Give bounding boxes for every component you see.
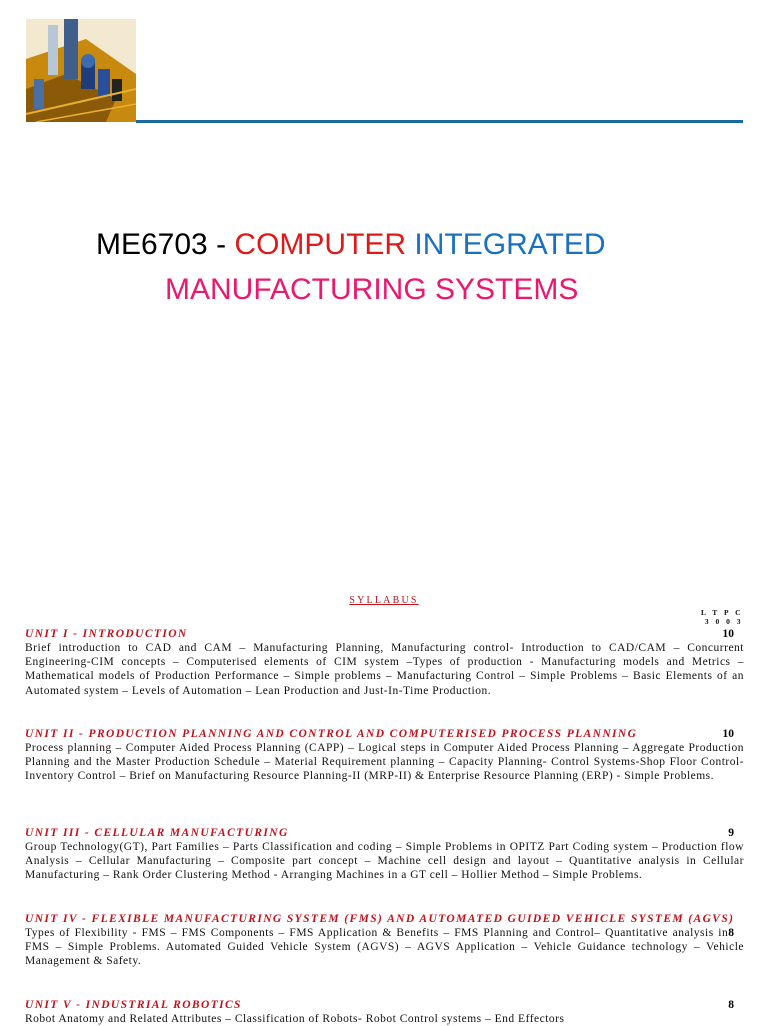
course-code: ME6703 - <box>96 228 235 261</box>
unit-5 <box>25 998 744 1026</box>
ltpc-values: 3 0 0 3 <box>704 617 743 626</box>
header-logo-image <box>26 19 136 122</box>
unit-hours: 8 <box>728 999 734 1011</box>
title-word-computer: COMPUTER <box>234 228 407 261</box>
unit-4 <box>25 912 744 969</box>
unit-heading: 10 UNIT I - INTRODUCTION <box>25 628 734 640</box>
title-word-integrated: INTEGRATED <box>414 228 606 261</box>
unit-hours: 9 <box>728 827 734 839</box>
unit-1 <box>25 627 744 698</box>
unit-body: Brief introduction to CAD and CAM – Manufacturing Planning, Manufacturing control- Introduction to CAD/CAM – Concurrent Engineering-CIM concepts – Computerised elements of CIM system –Types of production - Manufacturing models and Metrics – Mathematical models of Production Performance – Simple problems – Manufacturing Control – Simple Problems – Basic Elements of an Automated system – Levels of Automation – Lean Production and Just-In-Time Production. <box>25 642 744 697</box>
course-title-line2: MANUFACTURING SYSTEMS <box>165 273 579 306</box>
ltpc-block <box>701 608 743 626</box>
unit-heading: 8 UNIT V - INDUSTRIAL ROBOTICS <box>25 999 734 1011</box>
unit-2 <box>25 727 744 784</box>
unit-heading: UNIT IV - FLEXIBLE MANUFACTURING SYSTEM (FMS) AND AUTOMATED GUIDED VEHICLE SYSTEM (AGVS) 8 <box>25 913 735 939</box>
syllabus-label: SYLLABUS <box>349 595 419 606</box>
unit-body: Process planning – Computer Aided Process Planning (CAPP) – Logical steps in Computer Aided Process Planning – Aggregate Production Planning and the Master Production Schedule – Material Requirement planning – Capacity Planning- Control Systems-Shop Floor Control-Inventory Control – Brief on Manufacturing Resource Planning-II (MRP-II) & Enterprise Resource Planning (ERP) - Simple Problems. <box>25 742 744 783</box>
unit-body: Robot Anatomy and Related Attributes – Classification of Robots- Robot Control systems – End Effectors <box>25 1013 565 1025</box>
course-title-line1 <box>96 228 606 262</box>
unit-body: Types of Flexibility - FMS – FMS Components – FMS Application & Benefits – FMS Planning and Control– Quantitative analysis in FMS – Simple Problems. Automated Guided Vehicle System (AGVS) – AGVS Application – Vehicle Guidance technology – Vehicle Management & Safety. <box>25 927 744 968</box>
ltpc-header: L T P C <box>700 608 743 617</box>
unit-3 <box>25 826 744 883</box>
unit-heading: 9 UNIT III - CELLULAR MANUFACTURING <box>25 827 734 839</box>
unit-heading: UNIT II - PRODUCTION PLANNING AND CONTROL AND COMPUTERISED PROCESS PLANNING 10 <box>25 728 734 740</box>
unit-hours: 10 <box>722 628 734 640</box>
header-rule <box>136 120 743 123</box>
unit-body: Group Technology(GT), Part Families – Parts Classification and coding – Simple Problems in OPITZ Part Coding system – Production flow Analysis – Cellular Manufacturing – Composite part concept – Machine cell design and layout – Quantitative analysis in Cellular Manufacturing – Rank Order Clustering Method - Arranging Machines in a GT cell – Hollier Method – Simple Problems. <box>25 841 744 882</box>
unit-hours: 8 <box>728 927 734 939</box>
unit-hours: 10 <box>722 728 734 740</box>
